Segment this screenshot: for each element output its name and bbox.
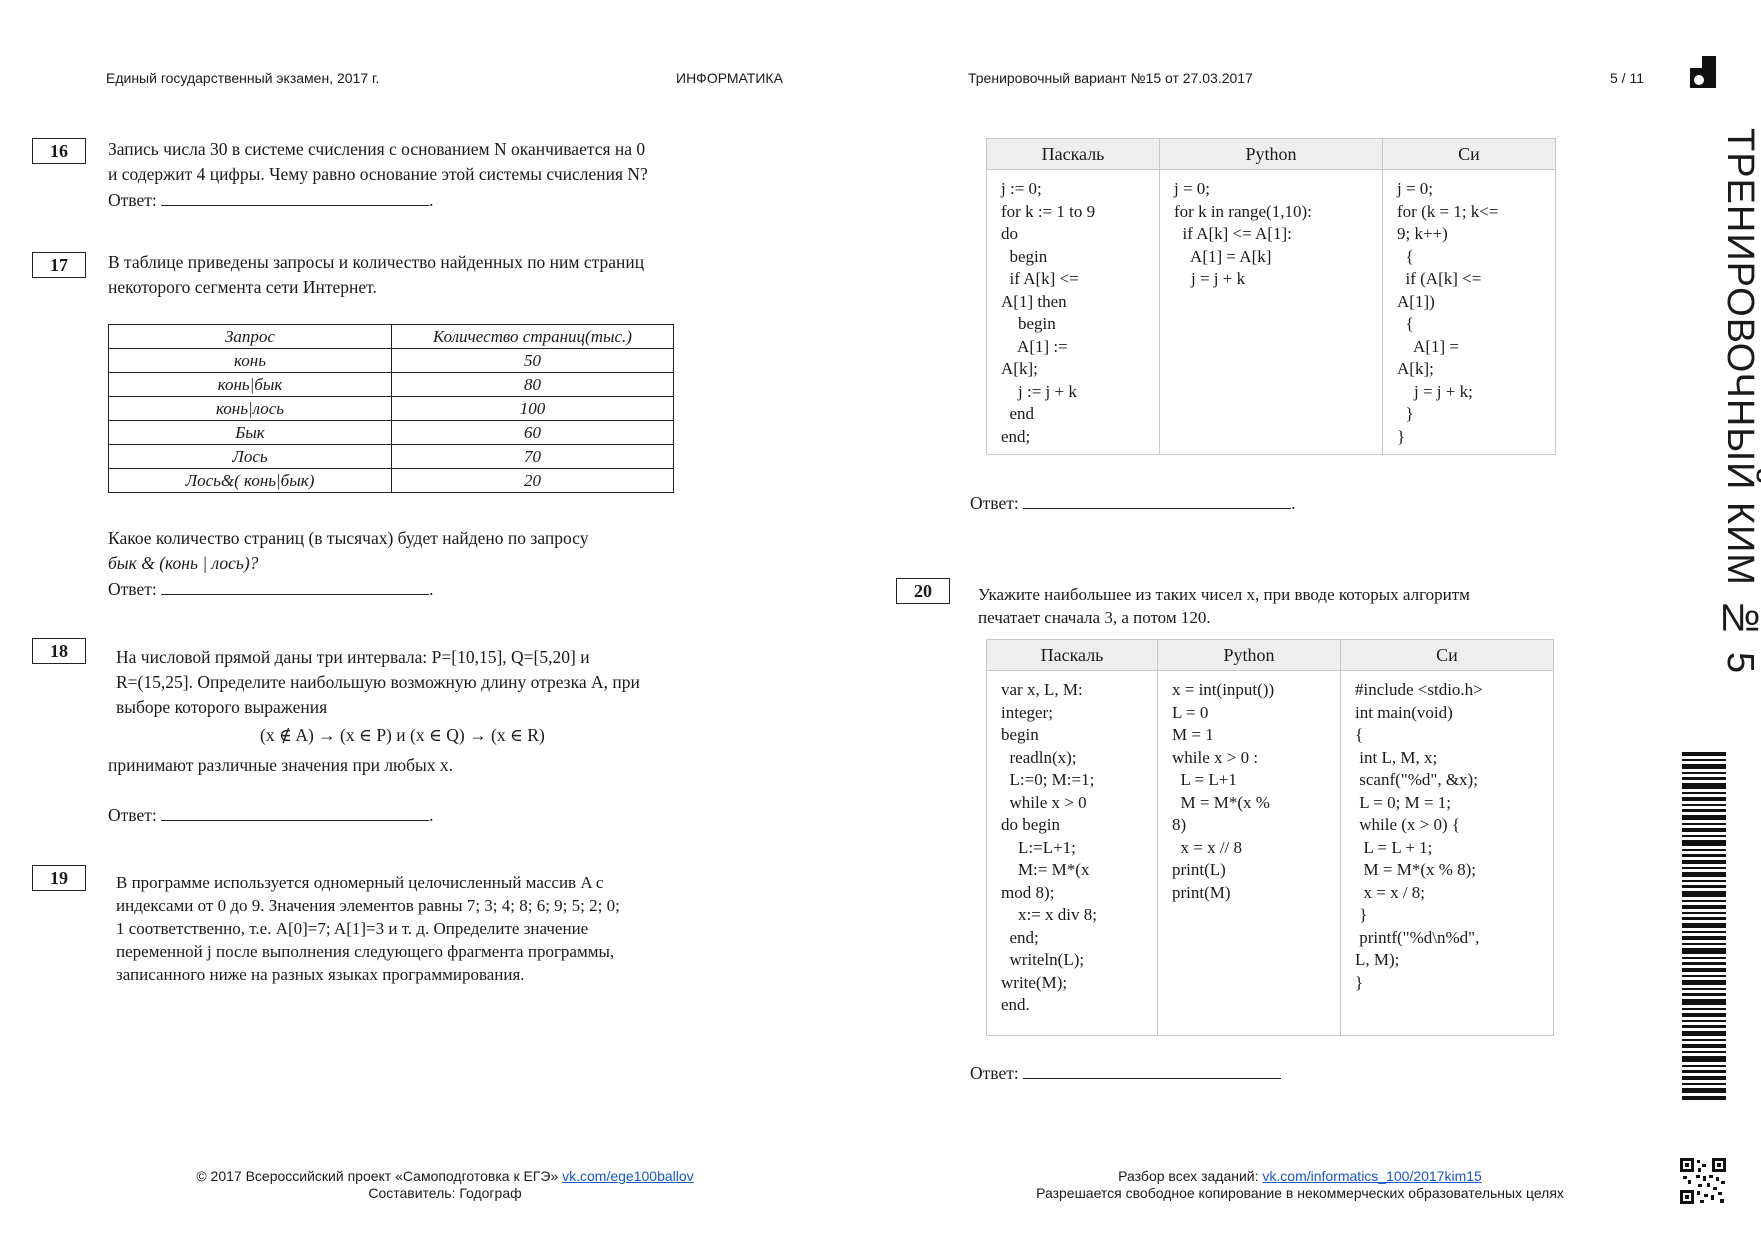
footer-copyright: © 2017 Всероссийский проект «Самоподготовка к ЕГЭ» — [196, 1168, 559, 1184]
cell-count: 70 — [392, 445, 674, 469]
question-19-line: индексами от 0 до 9. Значения элементов равны 7; 3; 4; 8; 6; 9; 5; 2; 0; — [116, 896, 620, 915]
question-17-question: Какое количество страниц (в тысячах) будет найдено по запросу — [108, 528, 589, 548]
footer-analysis-link[interactable]: vk.com/informatics_100/2017kim15 — [1262, 1168, 1482, 1184]
code-table-19 — [986, 138, 1556, 455]
cell-query: Лось&( конь|бык) — [109, 469, 392, 493]
question-16-text — [108, 137, 648, 213]
footer-analysis-line — [990, 1168, 1610, 1185]
cell-query: Бык — [109, 421, 392, 445]
column-header-count: Количество страниц(тыс.) — [392, 325, 674, 349]
answer-row-20 — [970, 1060, 1281, 1086]
answer-field-16[interactable] — [161, 187, 429, 206]
table-row — [109, 469, 674, 493]
query-table — [108, 324, 674, 493]
question-19-text — [116, 871, 620, 986]
question-18-formula: (x ∉ A) → (x ∈ P) и (x ∈ Q) → (x ∈ R) — [260, 725, 545, 745]
question-20-line: печатает сначала 3, а потом 120. — [978, 608, 1211, 627]
footer-analysis-label: Разбор всех заданий: — [1118, 1168, 1259, 1184]
footer-author: Составитель: Годограф — [368, 1185, 522, 1201]
cell-query: конь|бык — [109, 373, 392, 397]
question-18-line: На числовой прямой даны три интервала: P=[10,15], Q=[5,20] и — [116, 647, 590, 667]
question-18-line: принимают различные значения при любых x. — [108, 755, 454, 775]
code-pascal: j := 0; for k := 1 to 9 do begin if A[k] <= A[1] then begin A[1] := A[k]; j := j + k end end; — [987, 170, 1160, 455]
code-table-20 — [986, 639, 1554, 1036]
code-table-header — [987, 139, 1556, 170]
footer-copyright-line — [160, 1168, 730, 1185]
column-header-python: Python — [1160, 139, 1383, 170]
table-row — [109, 421, 674, 445]
code-table-row — [987, 170, 1556, 455]
question-18-line: R=(15,25]. Определите наибольшую возможную длину отрезка A, при — [116, 672, 640, 692]
code-c: #include <stdio.h> int main(void) { int L, M, x; scanf("%d", &x); L = 0; M = 1; while (x > 0) { L = L + 1; M = M*(x % 8); x = x / 8; } printf("%d\n%d", L, M); } — [1341, 671, 1554, 1036]
question-20-text — [978, 583, 1470, 629]
cell-query: Лось — [109, 445, 392, 469]
question-17-line: некоторого сегмента сети Интернет. — [108, 277, 377, 297]
barcode-icon — [1682, 752, 1726, 1102]
answer-label: Ответ: — [970, 493, 1019, 513]
cell-count: 80 — [392, 373, 674, 397]
question-20-line: Укажите наибольшее из таких чисел x, при вводе которых алгоритм — [978, 585, 1470, 604]
qr-code-icon — [1680, 1158, 1726, 1204]
question-17-line: В таблице приведены запросы и количество найденных по ним страниц — [108, 252, 645, 272]
question-16-line: и содержит 4 цифры. Чему равно основание этой системы счисления N? — [108, 164, 648, 184]
column-header-query: Запрос — [109, 325, 392, 349]
table-row — [109, 349, 674, 373]
code-pascal: var x, L, M: integer; begin readln(x); L:=0; M:=1; while x > 0 do begin L:=L+1; M:= M*(x mod 8); x:= x div 8; end; writeln(L); write(M); end. — [987, 671, 1158, 1036]
answer-label: Ответ: — [108, 579, 157, 599]
question-18-line: выборе которого выражения — [116, 697, 328, 717]
cell-count: 100 — [392, 397, 674, 421]
cell-query: конь — [109, 349, 392, 373]
header-variant: Тренировочный вариант №15 от 27.03.2017 — [968, 70, 1253, 86]
corner-mark-icon — [1690, 56, 1716, 88]
table-row — [109, 373, 674, 397]
answer-field-17[interactable] — [161, 576, 429, 595]
answer-row-18: Ответ: . — [108, 802, 433, 828]
question-19-line: В программе используется одномерный целочисленный массив A с — [116, 873, 604, 892]
code-table-header — [987, 640, 1554, 671]
cell-count: 60 — [392, 421, 674, 445]
column-header-pascal: Паскаль — [987, 139, 1160, 170]
header-exam-title: Единый государственный экзамен, 2017 г. — [106, 70, 380, 86]
answer-field-18[interactable] — [161, 802, 429, 821]
question-number-17: 17 — [32, 252, 86, 278]
side-title: ТРЕНИРОВОЧНЫЙ КИМ № 5 — [1719, 128, 1761, 675]
question-17-prompt — [108, 526, 588, 602]
footer-left — [160, 1168, 730, 1202]
footer-right — [990, 1168, 1610, 1202]
answer-row-19: Ответ: . — [970, 490, 1295, 516]
cell-count: 50 — [392, 349, 674, 373]
code-python: j = 0; for k in range(1,10): if A[k] <= A[1]: A[1] = A[k] j = j + k — [1160, 170, 1383, 455]
question-19-line: записанного ниже на разных языках программирования. — [116, 965, 525, 984]
answer-row-16: Ответ: . — [108, 187, 648, 213]
question-17-query: бык & (конь | лось)? — [108, 553, 259, 573]
question-number-19: 19 — [32, 865, 86, 891]
code-python: x = int(input()) L = 0 M = 1 while x > 0 : L = L+1 M = M*(x % 8) x = x // 8 print(L) print(M) — [1158, 671, 1341, 1036]
question-19-line: 1 соответственно, т.е. A[0]=7; A[1]=3 и т. д. Определите значение — [116, 919, 589, 938]
question-number-18: 18 — [32, 638, 86, 664]
question-16-line: Запись числа 30 в системе счисления с основанием N оканчивается на 0 — [108, 139, 646, 159]
table-row — [109, 397, 674, 421]
answer-field-19[interactable] — [1023, 490, 1291, 509]
column-header-pascal: Паскаль — [987, 640, 1158, 671]
header-subject: ИНФОРМАТИКА — [676, 70, 783, 86]
code-c: j = 0; for (k = 1; k<= 9; k++) { if (A[k] <= A[1]) { A[1] = A[k]; j = j + k; } } — [1383, 170, 1556, 455]
footer-project-link[interactable]: vk.com/ege100ballov — [562, 1168, 694, 1184]
answer-label: Ответ: — [108, 805, 157, 825]
column-header-c: Си — [1383, 139, 1556, 170]
question-19-line: переменной j после выполнения следующего фрагмента программы, — [116, 942, 615, 961]
column-header-python: Python — [1158, 640, 1341, 671]
question-17-text — [108, 250, 644, 300]
answer-field-20[interactable] — [1023, 1060, 1281, 1079]
footer-license: Разрешается свободное копирование в некоммерческих образовательных целях — [1036, 1185, 1564, 1201]
header-page-number: 5 / 11 — [1610, 70, 1644, 86]
table-row — [109, 445, 674, 469]
table-header-row — [109, 325, 674, 349]
code-table-row — [987, 671, 1554, 1036]
answer-label: Ответ: — [970, 1063, 1019, 1083]
answer-row-17: Ответ: . — [108, 576, 588, 602]
column-header-c: Си — [1341, 640, 1554, 671]
question-18-text — [116, 645, 640, 720]
cell-query: конь|лось — [109, 397, 392, 421]
question-number-20: 20 — [896, 578, 950, 604]
question-number-16: 16 — [32, 138, 86, 164]
cell-count: 20 — [392, 469, 674, 493]
answer-label: Ответ: — [108, 190, 157, 210]
